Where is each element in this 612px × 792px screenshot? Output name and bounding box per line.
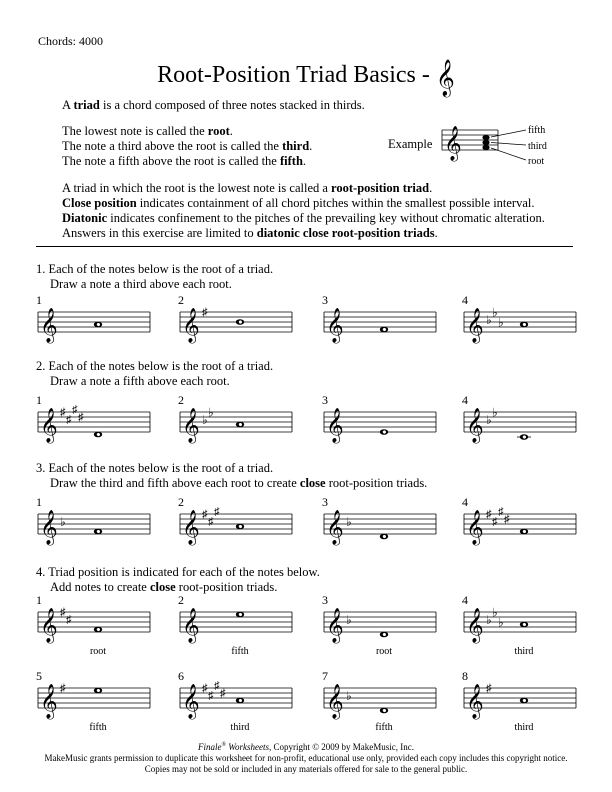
sharp-icon: ♯ [60, 606, 66, 619]
treble-clef-icon: 𝄞 [40, 609, 58, 642]
question-line: 4. Triad position is indicated for each of the notes below. [36, 565, 320, 579]
sharp-icon: ♯ [60, 682, 66, 695]
example-chord [482, 135, 489, 150]
instr-text: root-position triads. [175, 580, 278, 594]
def-bold: Diatonic [62, 211, 108, 225]
sharp-icon: ♯ [498, 506, 504, 518]
example-label: Example [388, 137, 433, 151]
def-text: . [429, 181, 433, 195]
measure-number: 2 [178, 593, 184, 607]
sharp-icon: ♯ [486, 682, 492, 695]
treble-clef-icon: 𝄞 [326, 511, 344, 544]
sharp-icon: ♯ [214, 680, 220, 692]
treble-clef-icon: 𝄞 [466, 685, 484, 718]
instr-text: Draw the third and fifth above each root to create [50, 476, 300, 490]
flat-icon: ♭ [486, 413, 492, 427]
staff-4-group-3 [462, 494, 580, 558]
measure-number: 3 [322, 495, 328, 509]
intro-text [62, 98, 365, 113]
question-line: 1. Each of the notes below is the root of a triad. [36, 262, 274, 276]
def-text: A triad in which the root is the lowest note is called a [62, 181, 332, 195]
treble-clef-icon: 𝄞 [182, 309, 200, 342]
treble-clef-icon: 𝄞 [444, 127, 462, 160]
flat-icon: ♭ [498, 315, 504, 330]
sharp-icon: ♯ [72, 404, 78, 416]
annotation-fifth: fifth [528, 125, 546, 136]
question-4 [36, 565, 320, 595]
question-line: 2. Each of the notes below is the root of a triad. [36, 359, 274, 373]
question-line: 3. Each of the notes below is the root of a triad. [36, 461, 274, 475]
measure-number: 4 [462, 593, 468, 607]
measure-number: 2 [178, 293, 184, 307]
position-label: fifth [375, 722, 393, 732]
sharp-icon: ♯ [220, 687, 226, 700]
flat-icon: ♭ [492, 605, 498, 620]
sharp-icon: ♯ [214, 506, 220, 518]
sharp-icon: ♯ [78, 411, 84, 424]
treble-clef-icon: 𝄞 [40, 511, 58, 544]
question-1 [36, 262, 273, 292]
intro-pre: A [62, 98, 74, 112]
footer-italic: Worksheets [226, 742, 269, 752]
treble-clef-icon: 𝄞 [466, 609, 484, 642]
line-fifth [62, 154, 312, 169]
position-label: fifth [231, 646, 249, 656]
definition-item [62, 181, 545, 196]
def-bold: diatonic close root-position triads [256, 226, 435, 240]
staff-4-group-4 [462, 592, 580, 656]
treble-clef-icon: 𝄞 [182, 409, 200, 442]
staff-6-group-4 [178, 668, 296, 732]
def-text: indicates containment of all chord pitches within the smallest possible interval. [136, 196, 535, 210]
instr-text: Draw a note a fifth above each root. [50, 374, 230, 388]
measure-number: 2 [178, 393, 184, 407]
treble-clef-icon: 𝄞 [326, 309, 344, 342]
measure-number: 4 [462, 495, 468, 509]
staff-1-group-2 [36, 392, 154, 456]
sharp-icon: ♯ [66, 414, 72, 426]
treble-clef-icon: 𝄞 [435, 58, 455, 96]
measure-number: 6 [178, 669, 184, 683]
staff-2-group-1 [178, 292, 296, 356]
position-label: root [375, 646, 393, 656]
staff-3-group-4 [322, 592, 440, 656]
instr-text: root-position triads. [325, 476, 428, 490]
sharp-icon: ♯ [208, 516, 214, 528]
flat-icon: ♭ [498, 615, 504, 630]
measure-number: 1 [36, 495, 42, 509]
treble-clef-icon: 𝄞 [466, 409, 484, 442]
treble-clef-icon: 𝄞 [326, 609, 344, 642]
staff-2-group-4 [178, 592, 296, 656]
line-text: . [309, 139, 313, 153]
def-text: . [434, 226, 438, 240]
position-label: root [89, 646, 107, 656]
definitions [62, 181, 545, 241]
position-label: third [514, 646, 534, 656]
flat-icon: ♭ [202, 413, 208, 427]
measure-number: 1 [36, 293, 42, 307]
footer-line-1 [0, 740, 612, 753]
staff-3-group-2 [322, 392, 440, 456]
footer-line-3: Copies may not be sold or included in any materials offered for sale to the general public. [144, 764, 468, 774]
treble-clef-icon: 𝄞 [182, 685, 200, 718]
position-label: third [230, 722, 250, 732]
staff-1-group-3 [36, 494, 154, 558]
sharp-icon: ♯ [486, 508, 492, 521]
staff-2-group-2 [178, 392, 296, 456]
flat-icon: ♭ [492, 305, 498, 320]
measure-number: 3 [322, 593, 328, 607]
position-label: third [514, 722, 534, 732]
staff-3-group-1 [322, 292, 440, 356]
intro-bold: triad [73, 98, 100, 112]
flat-icon: ♭ [346, 515, 352, 529]
sharp-icon: ♯ [60, 406, 66, 419]
line-text: The note a fifth above the root is called the [62, 154, 280, 168]
staff-4-group-2 [462, 392, 580, 456]
def-text: Answers in this exercise are limited to [62, 226, 257, 240]
line-text: The note a third above the root is called the [62, 139, 283, 153]
sharp-icon: ♯ [492, 516, 498, 528]
question-3 [36, 461, 427, 491]
def-bold: Close position [62, 196, 137, 210]
measure-number: 3 [322, 393, 328, 407]
measure-number: 1 [36, 593, 42, 607]
instr-text: Draw a note a third above each root. [50, 277, 232, 291]
treble-clef-icon: 𝄞 [466, 309, 484, 342]
flat-icon: ♭ [208, 405, 214, 420]
line-bold: third [282, 139, 310, 153]
position-label: fifth [89, 722, 107, 732]
divider [36, 246, 573, 247]
treble-clef-icon: 𝄞 [40, 309, 58, 342]
measure-number: 4 [462, 293, 468, 307]
staff-4-group-1 [462, 292, 580, 356]
footer [0, 740, 612, 775]
question-instruction [36, 277, 273, 292]
measure-number: 2 [178, 495, 184, 509]
staff-3-group-3 [322, 494, 440, 558]
treble-clef-icon: 𝄞 [182, 609, 200, 642]
annotation-root: root [528, 156, 545, 167]
sharp-icon: ♯ [66, 614, 72, 626]
line-root [62, 124, 312, 139]
measure-number: 5 [36, 669, 42, 683]
instr-bold: close [149, 580, 176, 594]
footer-line-2: MakeMusic grants permission to duplicate this worksheet for non-profit, educational use only, provided each copy includes this copyright notice. [44, 753, 568, 763]
line-third [62, 139, 312, 154]
sharp-icon: ♯ [504, 513, 510, 526]
staff-1-group-1 [36, 292, 154, 356]
measure-number: 4 [462, 393, 468, 407]
question-instruction [36, 374, 273, 389]
sharp-icon: ♯ [208, 690, 214, 702]
line-bold: fifth [279, 154, 303, 168]
def-text: indicates confinement to the pitches of the prevailing key without chromatic alteration. [107, 211, 545, 225]
treble-clef-icon: 𝄞 [40, 685, 58, 718]
line-text: . [229, 124, 233, 138]
question-instruction [36, 476, 427, 491]
line-bold: root [207, 124, 230, 138]
measure-number: 8 [462, 669, 468, 683]
line-text: The lowest note is called the [62, 124, 208, 138]
page-title [0, 58, 612, 97]
footer-copyright: , Copyright © 2009 by MakeMusic, Inc. [268, 742, 415, 752]
intro-post: is a chord composed of three notes stacked in thirds. [99, 98, 365, 112]
triad-parts-list [62, 124, 312, 169]
flat-icon: ♭ [492, 405, 498, 420]
staff-7-group-4 [322, 668, 440, 732]
staff-2-group-3 [178, 494, 296, 558]
staff-8-group-4 [462, 668, 580, 732]
flat-icon: ♭ [486, 313, 492, 327]
staff-1-group-4 [36, 592, 154, 656]
instr-bold: close [299, 476, 326, 490]
treble-clef-icon: 𝄞 [182, 511, 200, 544]
sharp-icon: ♯ [202, 508, 208, 521]
definition-item [62, 211, 545, 226]
sharp-icon: ♯ [202, 306, 208, 319]
title-text: Root-Position Triad Basics - [157, 62, 436, 88]
line-text: . [302, 154, 307, 168]
definition-item [62, 196, 545, 211]
worksheet-code: Chords: 4000 [38, 34, 104, 48]
flat-icon: ♭ [346, 613, 352, 627]
measure-number: 7 [322, 669, 328, 683]
footer-reg: ® [221, 742, 227, 748]
measure-number: 1 [36, 393, 42, 407]
staff-5-group-4 [36, 668, 154, 732]
measure-number: 3 [322, 293, 328, 307]
treble-clef-icon: 𝄞 [326, 409, 344, 442]
question-2 [36, 359, 273, 389]
example-staff [440, 118, 560, 174]
flat-icon: ♭ [346, 689, 352, 703]
def-bold: root-position triad [331, 181, 430, 195]
annotation-third: third [528, 141, 547, 152]
flat-icon: ♭ [60, 515, 66, 529]
treble-clef-icon: 𝄞 [40, 409, 58, 442]
treble-clef-icon: 𝄞 [466, 511, 484, 544]
footer-brand: Finale [197, 742, 222, 752]
treble-clef-icon: 𝄞 [326, 685, 344, 718]
flat-icon: ♭ [486, 613, 492, 627]
sharp-icon: ♯ [202, 682, 208, 695]
instr-text: Add notes to create [50, 580, 150, 594]
definition-item [62, 226, 545, 241]
